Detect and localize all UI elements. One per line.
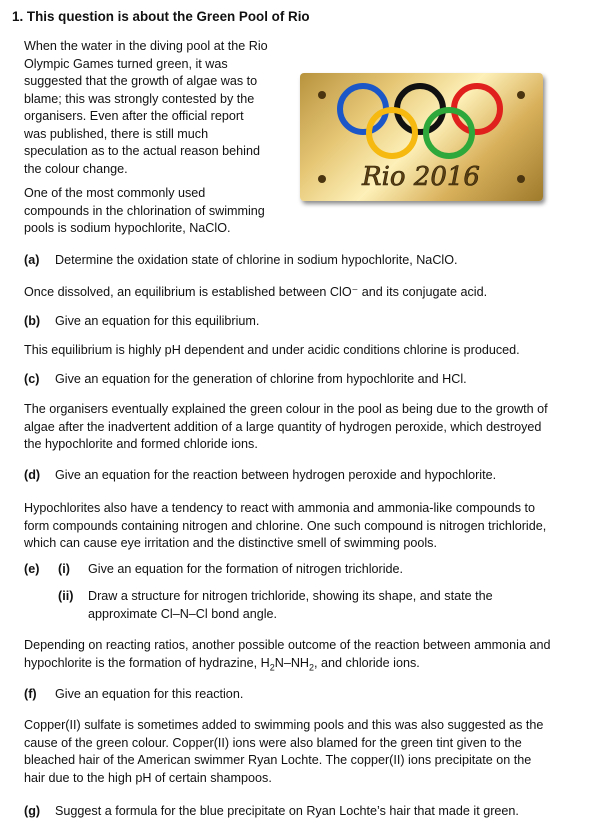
intro-line: One of the most commonly used [24,186,206,200]
screw-icon [517,91,525,99]
question-e-i-label: (i) [58,562,70,576]
intro-line: speculation as to the actual reason behind [24,144,260,158]
screw-icon [318,175,326,183]
question-e-label: (e) [24,562,40,576]
paragraph-line: the hypochlorite and formed chloride ions. [24,437,258,451]
intro-line: blame; this was strongly contested by the [24,91,255,106]
intro-line: When the water in the diving pool at the Rio [24,39,268,53]
screw-icon [318,91,326,99]
paragraph-line: form compounds containing nitrogen and chlorine. One such compound is nitrogen trichloride, [24,518,547,533]
intro-line: compounds in the chlorination of swimming [24,203,265,218]
paragraph-line: bleached hair of the American swimmer Ryan Lochte. The copper(II) ions precipitate on the [24,753,532,767]
intro-line: suggested that the growth of algae was to [24,74,258,88]
intro-line: was published, there is still much [24,126,209,141]
question-e-ii-text: Draw a structure for nitrogen trichloride, showing its shape, and state the [88,589,493,603]
question-d-text: Give an equation for the reaction between hydrogen peroxide and hypochlorite. [55,468,497,482]
question-c-text: Give an equation for the generation of chlorine from hypochlorite and HCl. [55,372,467,386]
question-c-label: (c) [24,372,40,386]
question-e-i-text: Give an equation for the formation of nitrogen trichloride. [88,562,404,576]
paragraph-line: algae after the inadvertent addition of a large quantity of hydrogen peroxide, which destroyed [24,419,542,434]
intro-line: Olympic Games turned green, it was [24,56,228,71]
question-a-label: (a) [24,253,40,267]
intro-line: pools is sodium hypochlorite, NaClO. [24,221,231,235]
question-d-label: (d) [24,468,41,482]
statement-ph: This equilibrium is highly pH dependent and under acidic conditions chlorine is produced. [24,343,520,357]
statement-equilibrium: Once dissolved, an equilibrium is established between ClO⁻ and its conjugate acid. [24,285,488,299]
paragraph-line: which can cause eye irritation and the distinctive smell of swimming pools. [24,536,437,550]
paragraph-line: hair due to the high pH of certain shampoos. [24,770,272,785]
question-g-label: (g) [24,804,41,818]
question-f-label: (f) [24,687,37,701]
question-g-text: Suggest a formula for the blue precipitate on Ryan Lochte’s hair that made it green. [55,804,519,818]
paragraph-line: Copper(II) sulfate is sometimes added to swimming pools and this was also suggested as the [24,718,544,732]
intro-line: the colour change. [24,161,128,176]
question-f-text: Give an equation for this reaction. [55,687,244,701]
question-b-label: (b) [24,314,41,328]
question-e-ii-text: approximate Cl–N–Cl bond angle. [88,606,278,621]
paragraph-line: hypochlorite is the formation of hydrazine, $H_2N-NH_2$, and chloride ions. [24,655,420,673]
screw-icon [517,175,525,183]
plaque-caption: Rio 2016 [362,162,480,192]
question-b-text: Give an equation for this equilibrium. [55,314,260,328]
rio-2016-plaque-image [300,73,543,201]
olympic-rings-icon [340,86,500,156]
intro-line: organisers. Even after the official report [24,109,244,123]
paragraph-line: cause of the green colour. Copper(II) ions were also blamed for the green tint given to the [24,735,522,750]
paragraph-line: The organisers eventually explained the green colour in the pool as being due to the growth of [24,402,548,416]
paragraph-line: Depending on reacting ratios, another possible outcome of the reaction between ammonia and [24,638,551,652]
question-a-text: Determine the oxidation state of chlorine in sodium hypochlorite, NaClO. [55,253,458,267]
question-e-ii-label: (ii) [58,589,74,603]
question-title: 1. This question is about the Green Pool of Rio [12,9,310,24]
paragraph-line: Hypochlorites also have a tendency to react with ammonia and ammonia-like compounds to [24,501,536,515]
